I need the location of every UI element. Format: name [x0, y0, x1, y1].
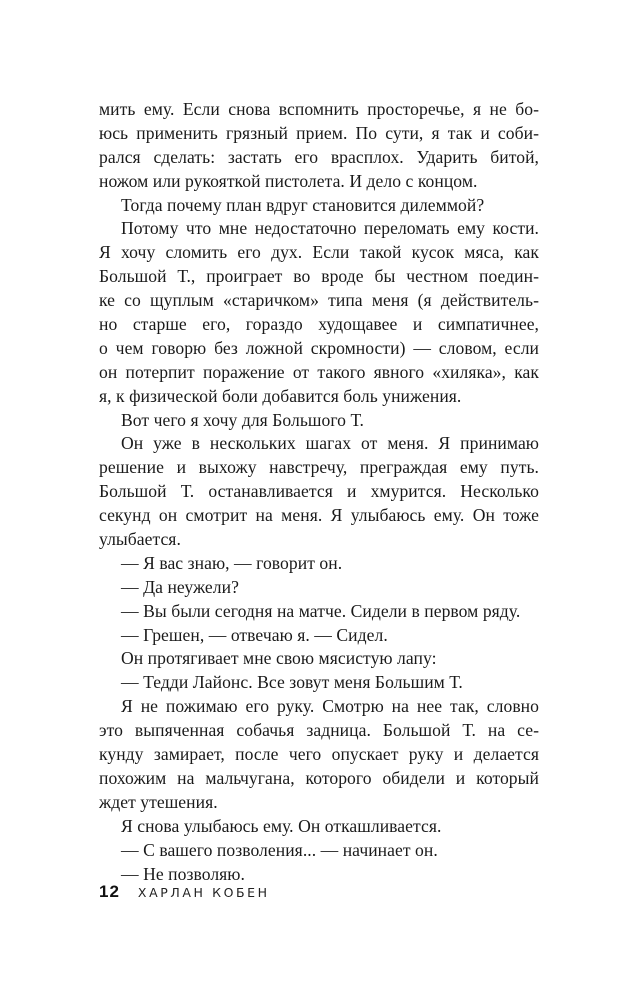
text-line: секунд он смотрит на меня. Я улыбаюсь ему. Он тоже	[99, 505, 539, 526]
page-body-text	[99, 98, 539, 886]
text-line: но старше его, гораздо худощавее и симпатичнее,	[99, 314, 539, 335]
text-line: — Не позволяю.	[121, 863, 245, 884]
text-line: — С вашего позволения... — начинает он.	[121, 839, 438, 860]
text-line: Большой Т., проиграет во вроде бы честном поедин-	[99, 266, 539, 287]
text-line: мить ему. Если снова вспомнить просторечье, я не бо-	[99, 99, 539, 119]
text-line: — Я вас знаю, — говорит он.	[121, 552, 343, 573]
text-line: — Грешен, — отвечаю я. — Сидел.	[121, 624, 388, 645]
text-line: похожим на мальчугана, которого обидели и который	[99, 767, 539, 788]
text-line: ждет утешения.	[99, 791, 218, 812]
text-line: — Да неужели?	[121, 576, 239, 597]
text-line: — Тедди Лайонс. Все зовут меня Большим Т.	[121, 672, 463, 693]
text-line: Я не пожимаю его руку. Смотрю на нее так, словно	[121, 696, 539, 717]
page-footer	[99, 880, 270, 904]
text-line: решение и выхожу навстречу, преграждая ему путь.	[99, 457, 539, 478]
text-line: ножом или рукояткой пистолета. И дело с концом.	[99, 170, 478, 191]
text-line: Он уже в нескольких шагах от меня. Я принимаю	[121, 433, 539, 454]
running-head-author: ХАРЛАН КОБЕН	[137, 885, 270, 900]
text-line: о чем говорю без ложной скромности) — словом, если	[99, 337, 539, 358]
text-line: юсь применить грязный прием. По сути, я так и соби-	[99, 122, 539, 143]
text-line: ке со щуплым «старичком» типа меня (я действитель-	[99, 290, 539, 311]
text-line: Я снова улыбаюсь ему. Он откашливается.	[121, 815, 442, 836]
text-line: — Вы были сегодня на матче. Сидели в первом ряду.	[121, 600, 521, 621]
text-line: Вот чего я хочу для Большого Т.	[121, 409, 364, 430]
text-line: улыбается.	[99, 529, 181, 550]
text-line: Я хочу сломить его дух. Если такой кусок мяса, как	[99, 242, 539, 263]
text-line: Он протягивает мне свою мясистую лапу:	[121, 648, 437, 669]
text-line: я, к физической боли добавится боль унижения.	[99, 385, 462, 406]
text-line: Большой Т. останавливается и хмурится. Несколько	[99, 481, 539, 502]
text-line: кунду замирает, после чего опускает руку и делается	[99, 744, 539, 765]
page-number: 12	[99, 882, 120, 901]
text-line: Тогда почему план вдруг становится дилеммой?	[121, 194, 485, 215]
text-line: он потерпит поражение от такого явного «хиляка», как	[99, 361, 539, 382]
text-line: рался сделать: застать его врасплох. Ударить битой,	[99, 146, 539, 167]
text-line: это выпяченная собачья задница. Большой Т. на се-	[99, 720, 539, 741]
text-line: Потому что мне недостаточно переломать ему кости.	[121, 218, 539, 239]
